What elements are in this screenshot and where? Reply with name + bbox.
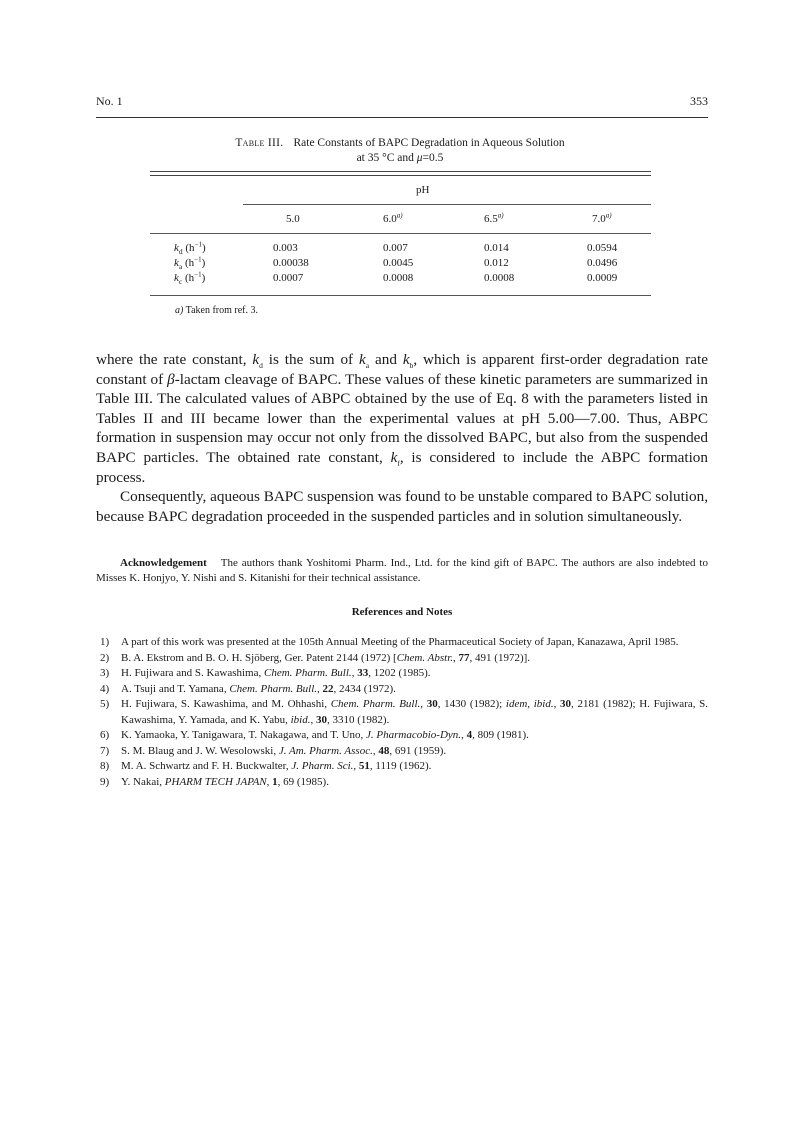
reference-item — [96, 728, 708, 744]
reference-text: , — [353, 760, 359, 772]
group-header-rule — [243, 204, 651, 205]
reference-item — [96, 775, 708, 791]
table-cell: 0.0008 — [484, 272, 515, 284]
reference-text: Chem. Pharm. Bull. — [330, 698, 421, 710]
acknowledgement-text: The authors thank Yoshitomi Pharm. Ind., Ltd. for the kind gift of BAPC. The authors are also indebted to Misses K. Honjyo, Y. Nishi and S. Kitanishi for their technical assistance. — [96, 557, 708, 584]
reference-text: , 691 (1959). — [389, 744, 447, 757]
reference-number: 5) — [100, 698, 110, 710]
row-label: $k_d$ $(h^{-1})$ — [174, 240, 206, 257]
reference-text: , — [351, 667, 358, 679]
table-cell: 0.00038 — [273, 257, 309, 269]
body-text — [96, 350, 708, 526]
group-header-ph: pH — [416, 184, 430, 196]
table-cell: 0.014 — [484, 242, 509, 254]
reference-item — [96, 666, 708, 682]
reference-text: Chem. Pharm. Bull. — [263, 667, 352, 679]
table-cell: 0.0594 — [587, 242, 618, 254]
reference-text: 77 — [458, 651, 470, 664]
table-cell: 0.007 — [383, 242, 408, 254]
column-header: 6.0$^{a)}$ — [383, 211, 403, 225]
header-body-rule — [150, 233, 651, 234]
issue-number: No. 1 — [96, 94, 123, 108]
table-cell: 0.0009 — [587, 272, 618, 284]
table-cell: 0.012 — [484, 257, 509, 269]
reference-text: , 1119 (1962). — [369, 760, 432, 772]
table-cell: 0.0496 — [587, 257, 618, 269]
acknowledgement-heading: Acknowledgement — [120, 557, 207, 569]
row-label: $k_a$ $(h^{-1})$ — [174, 255, 206, 272]
column-header: 5.0 — [286, 213, 300, 225]
reference-text: Y. Nakai, — [121, 775, 165, 788]
reference-text: 30 — [315, 713, 327, 726]
reference-text: H. Fujiwara and S. Kawashima, — [121, 667, 264, 679]
reference-text: B. A. Ekstrom and B. O. H. Sjöberg, Ger. Patent 2144 (1972) [ — [121, 651, 397, 664]
reference-text: ibid. — [290, 713, 311, 726]
reference-text: , 809 (1981). — [472, 729, 529, 741]
acknowledgement — [96, 556, 708, 586]
reference-item — [96, 651, 708, 667]
table-title: Rate Constants of BAPC Degradation in Aqueous Solution — [293, 137, 565, 149]
running-head — [96, 94, 708, 109]
reference-text: , — [553, 698, 561, 710]
reference-text: K. Yamaoka, Y. Tanigawara, T. Nakagawa, and T. Uno, — [121, 729, 367, 741]
reference-text: , — [372, 744, 379, 757]
reference-text: S. M. Blaug and J. W. Wesolowski, — [121, 744, 279, 757]
table-footnote: a) Taken from ref. 3. — [175, 305, 258, 316]
row-label: $k_c$ $(h^{-1})$ — [174, 270, 206, 287]
reference-item — [96, 744, 708, 760]
reference-number: 7) — [100, 744, 110, 757]
table-caption-line-1 — [150, 136, 650, 151]
references-heading: References and Notes — [351, 606, 453, 618]
table-label: Table III. — [235, 137, 284, 149]
table-caption — [150, 136, 650, 166]
paragraph: where the rate constant, $k_d$ is the sum of $k_a$ and $k_b$, which is apparent first-order degradation rate constant of β-lactam cleavage of BAPC. These values of these kinetic parameters are summarized in Table III. The calculated values of ABPC obtained by the use of Eq. 8 with the parameters listed in Tables II and III became lower than the experimental values at pH 5.00—7.00. Thus, ABPC formation in suspension may occur not only from the dissolved BAPC, but also from the suspended BAPC particles. The obtained rate constant, $k_f$, is considered to include the ABPC formation process. — [96, 351, 708, 486]
page-number: 353 — [690, 94, 708, 108]
reference-text: 51 — [358, 760, 370, 772]
reference-text: A part of this work was presented at the 105th Annual Meeting of the Pharmaceutical Society of Japan, Kanazawa, April 1985. — [121, 636, 679, 648]
reference-number: 4) — [100, 682, 110, 695]
reference-text: Chem. Pharm. Bull. — [229, 682, 318, 695]
reference-text: 1 — [272, 775, 278, 788]
table-caption-line-2: at 35 °C and μ=0.5 — [356, 152, 444, 164]
reference-text: 48 — [378, 744, 390, 757]
reference-text: , — [461, 729, 467, 741]
header-rule — [96, 117, 708, 118]
reference-item — [96, 682, 708, 698]
reference-number: 2) — [100, 651, 110, 664]
reference-text: , 1202 (1985). — [368, 667, 431, 679]
reference-item — [96, 759, 708, 775]
reference-number: 6) — [100, 729, 110, 741]
reference-text: 30 — [426, 698, 438, 710]
reference-text: Chem. Abstr. — [396, 651, 454, 664]
reference-text: J. Pharmacobio-Dyn. — [366, 729, 462, 741]
reference-text: PHARM TECH JAPAN — [164, 775, 267, 788]
reference-text: J. Pharm. Sci. — [291, 760, 354, 772]
table-cell: 0.0008 — [383, 272, 414, 284]
reference-text: M. A. Schwartz and F. H. Buckwalter, — [121, 760, 292, 772]
reference-text: 33 — [357, 667, 369, 679]
reference-list — [96, 635, 708, 790]
table-cell: 0.003 — [273, 242, 298, 254]
reference-text: , 2181 (1982); H. Fujiwara, S. Kawashima, Y. Yamada, and K. Yabu, — [121, 698, 708, 726]
table-cell: 0.0045 — [383, 257, 414, 269]
column-header: 6.5$^{a)}$ — [484, 211, 504, 225]
reference-text: , — [317, 682, 323, 695]
reference-text: , — [453, 651, 459, 664]
reference-text: 30 — [560, 698, 572, 710]
paragraph: Consequently, aqueous BAPC suspension was found to be unstable compared to BAPC solution, because BAPC degradation proceeded in the suspended particles and in solution simultaneously. — [96, 488, 708, 525]
reference-number: 3) — [100, 667, 110, 679]
table-top-rule — [150, 171, 651, 176]
reference-text: , — [310, 713, 316, 726]
reference-item — [96, 697, 708, 728]
column-header: 7.0$^{a)}$ — [592, 211, 612, 225]
table-bottom-rule — [150, 295, 651, 296]
reference-text: , 1430 (1982); — [437, 698, 506, 710]
reference-text: , 2434 (1972). — [333, 682, 396, 695]
reference-text: 4 — [466, 729, 473, 741]
table-cell: 0.0007 — [273, 272, 304, 284]
reference-text: A. Tsuji and T. Yamana, — [121, 682, 230, 695]
reference-number: 8) — [100, 760, 110, 772]
reference-text: J. Am. Pharm. Assoc. — [278, 744, 373, 757]
reference-number: 1) — [100, 636, 110, 648]
reference-text: , 491 (1972)]. — [469, 651, 531, 664]
reference-text: idem, ibid. — [505, 698, 554, 710]
reference-item — [96, 635, 708, 651]
reference-number: 9) — [100, 775, 110, 788]
reference-text: , 69 (1985). — [277, 775, 329, 788]
reference-text: , — [266, 775, 273, 788]
reference-text: , — [420, 698, 427, 710]
reference-text: 22 — [322, 682, 334, 695]
reference-text: , 3310 (1982). — [326, 713, 390, 726]
reference-text: H. Fujiwara, S. Kawashima, and M. Ohhashi, — [121, 698, 331, 710]
